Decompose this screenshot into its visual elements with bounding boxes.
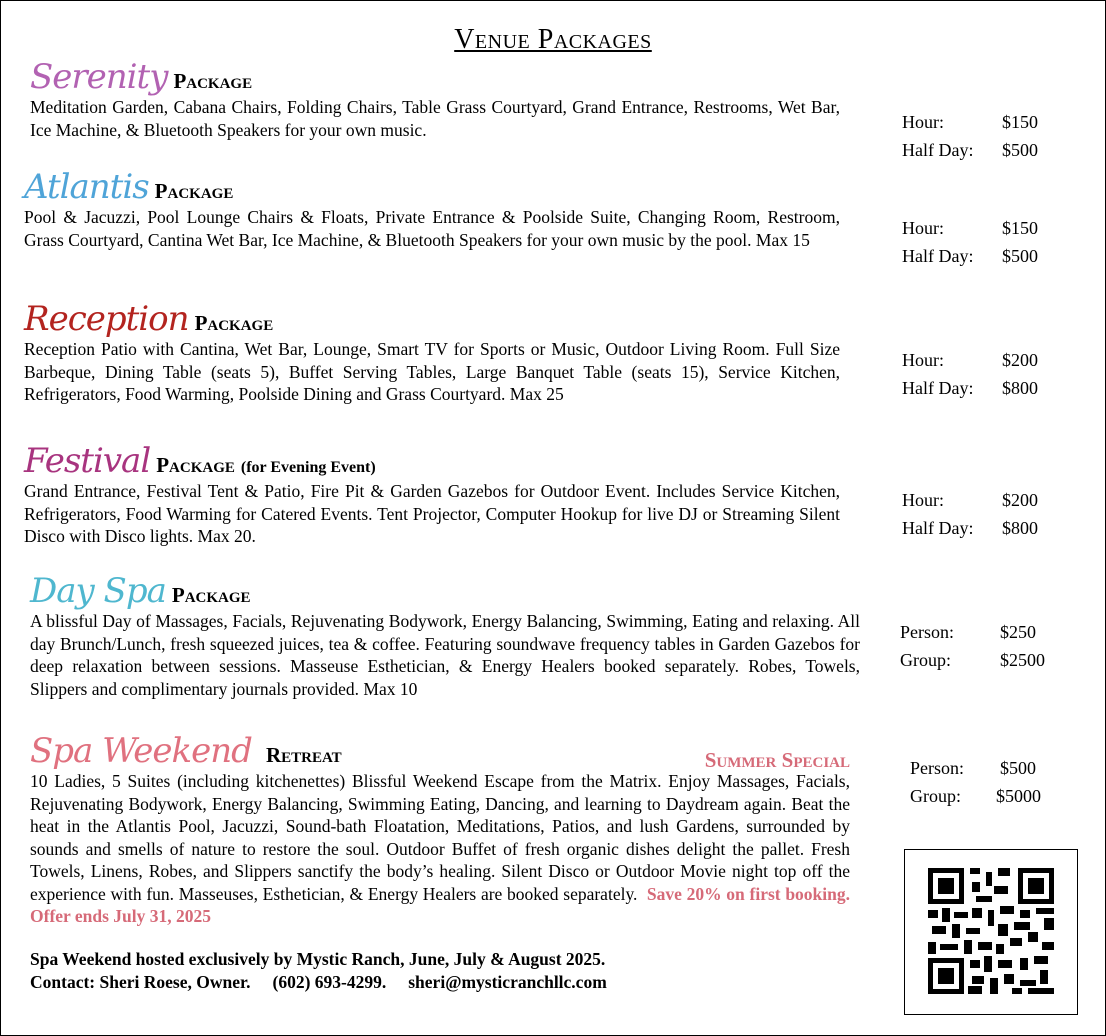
package-prices	[902, 346, 1038, 402]
package-festival	[24, 441, 840, 548]
footer	[30, 948, 629, 994]
price-label: Half Day:	[902, 140, 974, 160]
price-value: $250	[1000, 622, 1036, 642]
qr-code-box	[904, 849, 1078, 1015]
package-day-spa	[30, 571, 860, 700]
package-kind: Retreat	[265, 743, 342, 767]
package-description: Reception Patio with Cantina, Wet Bar, Lounge, Smart TV for Sports or Music, Outdoor Living Room. Full Size Barbeque, Dining Table (seats 5), Buffet Serving Tables, Large Banquet Table (seats 15), Service Kitchen, Refrigerators, Food Warming, Poolside Dining and Grass Courtyard. Max 25	[24, 339, 840, 404]
package-name: Spa Weekend	[30, 731, 252, 771]
package-heading	[24, 299, 840, 339]
price-value: $500	[1002, 246, 1038, 266]
qr-code-icon[interactable]	[928, 868, 1054, 994]
price-label: Hour:	[902, 112, 944, 132]
package-name: Festival	[24, 441, 151, 481]
package-description: A blissful Day of Massages, Facials, Rejuvenating Bodywork, Energy Balancing, Swimming, Eating and relaxing. All day Brunch/Lunch, fresh squeezed juices, tea & coffee. Featuring soundwave frequency tables in Garden Gazebos for deep relaxation between sessions. Masseuse Esthetician, & Energy Healers booked separately. Robes, Towels, Slippers and complimentary journals provided. Max 10	[30, 611, 860, 699]
footer-hosted-line: Spa Weekend hosted exclusively by Mystic Ranch, June, July & August 2025.	[30, 949, 606, 969]
package-description: Pool & Jacuzzi, Pool Lounge Chairs & Floats, Private Entrance & Poolside Suite, Changing Room, Restroom, Grass Courtyard, Cantina Wet Bar, Ice Machine, & Bluetooth Speakers for your own music by the pool. Max 15	[24, 207, 840, 250]
package-kind: Package	[173, 69, 253, 93]
price-value: $500	[1002, 140, 1038, 160]
package-prices	[900, 618, 1045, 674]
offer-text: Save 20% on first booking. Offer ends July 31, 2025	[30, 883, 851, 926]
price-value: $150	[1002, 112, 1038, 132]
package-name: Day Spa	[30, 571, 166, 611]
package-kind: Package	[154, 179, 234, 203]
price-value: $500	[1000, 758, 1036, 778]
price-label: Half Day:	[902, 246, 974, 266]
footer-contact-line	[30, 971, 629, 994]
package-heading	[24, 441, 840, 481]
price-label: Half Day:	[902, 378, 974, 398]
package-prices	[910, 754, 1041, 810]
price-label: Person:	[910, 758, 964, 778]
package-spa-weekend	[30, 731, 851, 928]
package-heading	[30, 57, 840, 97]
package-heading	[30, 571, 860, 611]
package-prices	[902, 214, 1038, 270]
package-description: Meditation Garden, Cabana Chairs, Folding Chairs, Table Grass Courtyard, Grand Entrance, Restrooms, Wet Bar, Ice Machine, & Bluetooth Speakers for your own music.	[30, 97, 840, 140]
price-label: Hour:	[902, 490, 944, 510]
package-reception	[24, 299, 840, 406]
package-serenity	[30, 57, 840, 141]
price-value: $800	[1002, 378, 1038, 398]
price-value: $200	[1002, 490, 1038, 510]
package-name: Atlantis	[24, 167, 149, 207]
page-title: Venue Packages	[454, 24, 652, 55]
price-value: $200	[1002, 350, 1038, 370]
package-name: Serenity	[30, 57, 168, 97]
package-description: Grand Entrance, Festival Tent & Patio, Fire Pit & Garden Gazebos for Outdoor Event. Includes Service Kitchen, Refrigerators, Food Warming for Catered Events. Tent Projector, Computer Hookup for live DJ or Streaming Silent Disco with Disco lights. Max 20.	[24, 481, 840, 546]
contact-name: Contact: Sheri Roese, Owner.	[30, 972, 251, 992]
package-prices	[902, 108, 1038, 164]
package-heading	[24, 167, 840, 207]
package-note: (for Evening Event)	[240, 459, 376, 476]
price-label: Group:	[900, 650, 951, 670]
contact-email[interactable]: sheri@mysticranchllc.com	[408, 972, 607, 992]
package-kind: Package	[156, 453, 235, 477]
summer-special-badge: Summer Special	[704, 748, 850, 772]
price-label: Hour:	[902, 218, 944, 238]
package-description	[30, 770, 850, 928]
price-label: Person:	[900, 622, 954, 642]
package-description-text: 10 Ladies, 5 Suites (including kitchenettes) Blissful Weekend Escape from the Matrix. Enjoy Massages, Facials, Rejuvenating Bodywork, Energy Balancing, Swimming Eating, Dancing, and learning to Daydream again. Beat the heat in the Atlantis Pool, Jacuzzi, Sound-bath Floatation, Meditations, Patios, and lush Gardens, surrounded by sounds and smells of nature to restore the soul. Outdoor Buffet of fresh organic dishes delight the pallet. Fresh Towels, Linens, Robes, and Slippers sanctify the body’s healing. Silent Disco or Outdoor Movie night top off the experience with fun. Masseuses, Esthetician, & Energy Healers are booked separately.	[30, 771, 850, 904]
package-atlantis	[24, 167, 840, 251]
price-value: $2500	[1000, 650, 1045, 670]
price-label: Half Day:	[902, 518, 974, 538]
package-prices	[902, 486, 1038, 542]
package-kind: Package	[194, 311, 274, 335]
contact-phone[interactable]: (602) 693-4299.	[272, 972, 387, 992]
package-kind: Package	[171, 583, 251, 607]
price-value: $800	[1002, 518, 1038, 538]
price-value: $150	[1002, 218, 1038, 238]
price-value: $5000	[996, 786, 1041, 806]
price-label: Hour:	[902, 350, 944, 370]
package-name: Reception	[24, 299, 189, 339]
price-label: Group:	[910, 786, 961, 806]
